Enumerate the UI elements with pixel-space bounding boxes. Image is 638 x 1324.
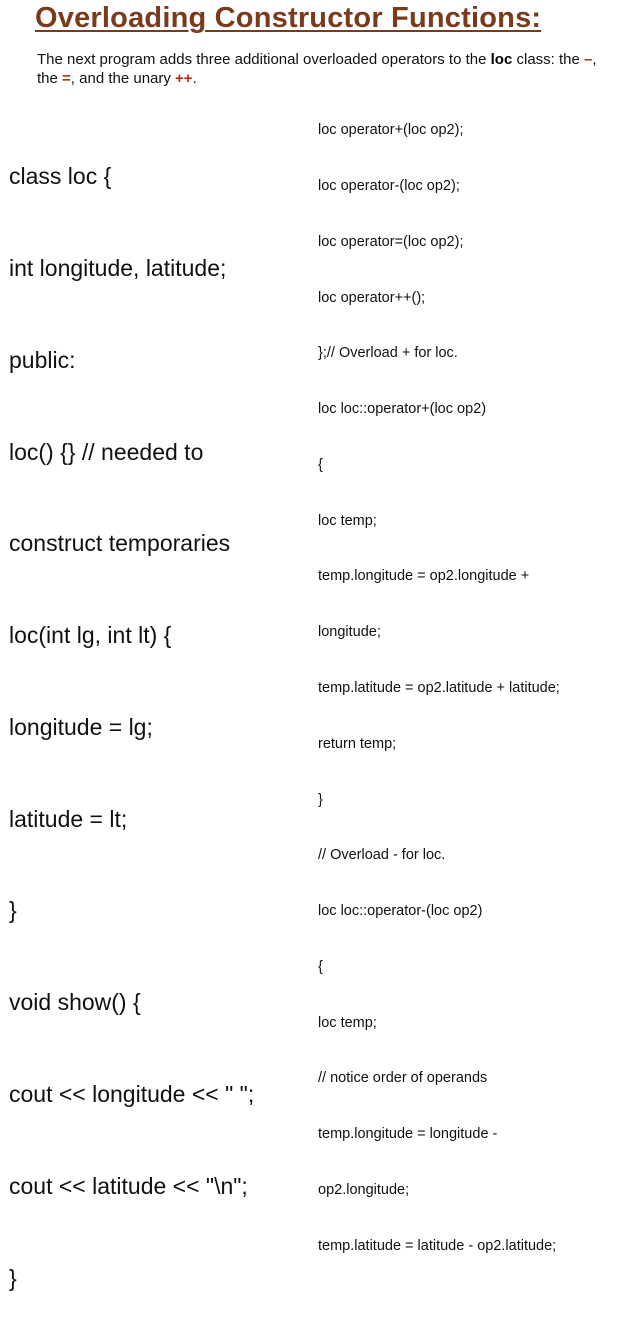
- right-code-line: }: [318, 791, 323, 808]
- intro-equals-operator: =: [62, 70, 71, 87]
- right-code-line: loc operator=(loc op2);: [318, 233, 464, 250]
- right-code-line: loc temp;: [318, 1014, 377, 1031]
- left-code-line: int longitude, latitude;: [9, 254, 227, 281]
- right-code-line: loc operator++();: [318, 289, 426, 306]
- left-code-line: loc() {} // needed to: [9, 438, 204, 465]
- right-code-line: };// Overload + for loc.: [318, 345, 458, 362]
- slide-title: [35, 2, 541, 35]
- left-code-line: }: [9, 897, 17, 924]
- intro-part2: class: the: [512, 51, 585, 68]
- right-code-line: loc loc::operator-(loc op2): [318, 903, 483, 920]
- right-code-line: loc operator-(loc op2);: [318, 177, 460, 194]
- intro-minus-operator: –: [584, 51, 593, 68]
- intro-part5: .: [192, 70, 197, 87]
- right-code-line: {: [318, 456, 323, 473]
- intro-increment-operator: ++: [175, 70, 193, 87]
- right-code-block: [318, 84, 560, 1274]
- left-code-line: longitude = lg;: [9, 713, 153, 740]
- left-code-line: public:: [9, 346, 76, 373]
- right-code-line: {: [318, 958, 323, 975]
- slide-title-colon: :: [531, 2, 542, 34]
- right-code-line: temp.longitude = op2.longitude +: [318, 568, 530, 585]
- left-code-block: [9, 100, 254, 1324]
- right-code-line: temp.latitude = latitude - op2.latitude;: [318, 1237, 557, 1254]
- intro-part1: The next program adds three additional overloaded operators to the: [37, 51, 491, 68]
- left-code-line: latitude = lt;: [9, 805, 128, 832]
- right-code-line: loc loc::operator+(loc op2): [318, 401, 487, 418]
- right-code-line: temp.longitude = longitude -: [318, 1126, 498, 1143]
- left-code-line: cout << latitude << "\n";: [9, 1172, 248, 1199]
- intro-part4: , and the unary: [70, 70, 176, 87]
- left-code-line: class loc {: [9, 163, 112, 190]
- left-code-line: void show() {: [9, 989, 141, 1016]
- left-code-line: }: [9, 1264, 17, 1291]
- right-code-line: // notice order of operands: [318, 1070, 488, 1087]
- right-code-line: temp.latitude = op2.latitude + latitude;: [318, 680, 560, 696]
- right-code-line: // Overload - for loc.: [318, 847, 446, 864]
- intro-part3: , the: [37, 51, 597, 87]
- right-code-line: op2.longitude;: [318, 1182, 410, 1199]
- left-code-line: loc(int lg, int lt) {: [9, 622, 172, 649]
- right-code-line: loc temp;: [318, 512, 377, 529]
- intro-loc: loc: [490, 51, 513, 68]
- left-code-line: cout << longitude << " ";: [9, 1081, 255, 1107]
- right-code-line: longitude;: [318, 624, 381, 641]
- left-code-line: construct temporaries: [9, 530, 231, 557]
- slide-title-text: Overloading Constructor Functions: [35, 2, 532, 34]
- right-code-line: loc operator+(loc op2);: [318, 122, 464, 139]
- intro-paragraph: [37, 50, 612, 88]
- right-code-line: return temp;: [318, 735, 397, 752]
